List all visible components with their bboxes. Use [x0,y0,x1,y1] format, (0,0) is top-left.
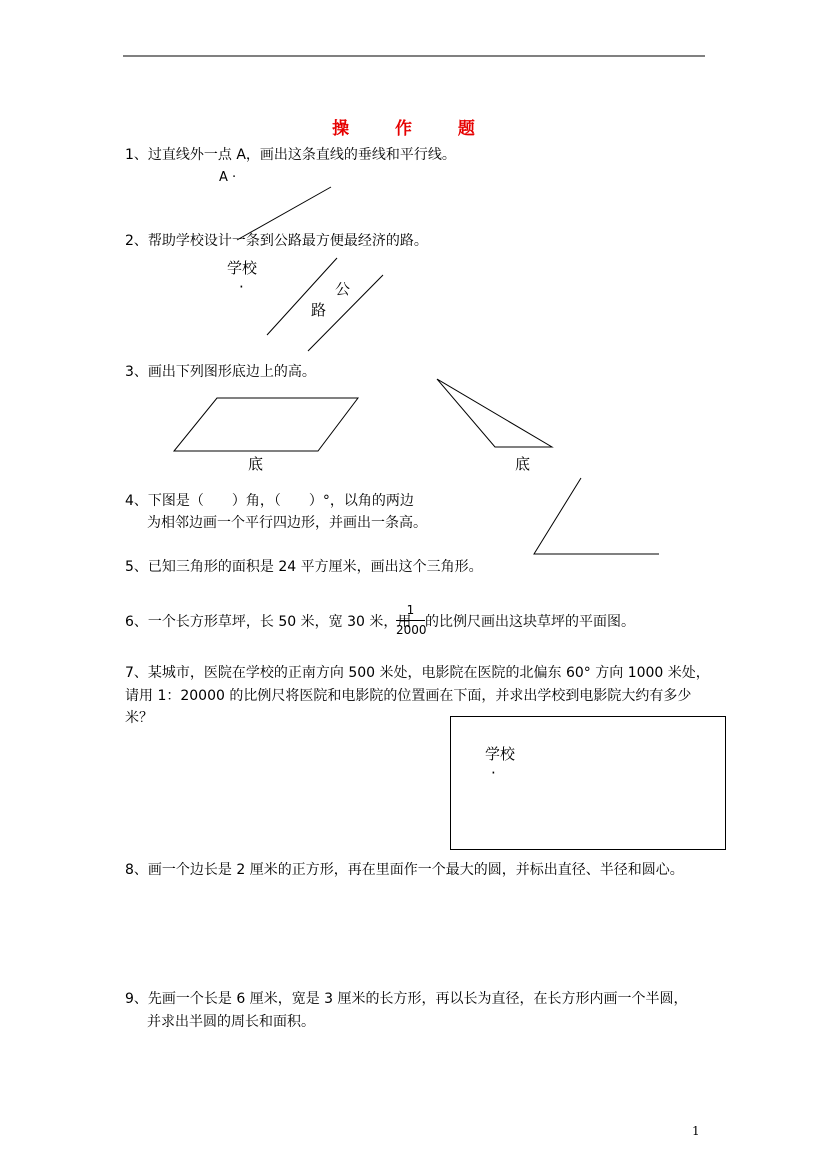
q3-triangle [437,379,552,447]
question-7-line-1: 7、某城市，医院在学校的正南方向 500 米处，电影院在医院的北偏东 60° 方向 1000 米处， [125,665,710,681]
q3-base-label-2: 底 [515,455,531,473]
q6-fraction-bar [396,620,425,621]
question-7-line-2: 请用 1：20000 的比例尺将医院和电影院的位置画在下面，并求出学校到电影院大约有多少 [125,688,692,704]
question-9-line-2: 并求出半圆的周长和面积。 [147,1014,315,1030]
question-9-line-1: 9、先画一个长是 6 厘米，宽是 3 厘米的长方形，再以长为直径，在长方形内画一个半圆， [125,991,688,1007]
page-title: 操 作 题 [332,119,495,139]
q2-road-line-left [267,258,337,335]
q3-parallelogram [174,398,358,451]
q3-base-label-1: 底 [248,455,264,473]
question-2: 2、帮助学校设计一条到公路最方便最经济的路。 [125,233,428,249]
question-5: 5、已知三角形的面积是 24 平方厘米，画出这个三角形。 [125,559,483,575]
q7-school-dot: · [491,764,496,782]
q6-fraction-numerator: 1 [406,603,415,617]
question-4-line-2: 为相邻边画一个平行四边形，并画出一条高。 [147,515,427,531]
question-4-line-1: 4、下图是（ ）角，（ ）°，以角的两边 [125,493,414,509]
q4-angle [534,478,659,554]
q7-school-label: 学校 [485,745,516,763]
page-number: 1 [692,1124,700,1138]
q2-road-label-1: 公 [335,280,351,298]
q2-school-dot: · [239,278,244,296]
q6-scale-fraction [396,603,425,637]
q2-road-label-2: 路 [311,301,327,319]
question-8: 8、画一个边长是 2 厘米的正方形，再在里面作一个最大的圆，并标出直径、半径和圆心。 [125,862,684,878]
question-6-after: 的比例尺画出这块草坪的平面图。 [425,614,635,630]
q1-point-a-label: A · [219,170,237,185]
q2-school-label: 学校 [227,259,258,277]
q7-map-box [450,716,726,850]
question-1: 1、过直线外一点 A，画出这条直线的垂线和平行线。 [125,147,456,163]
question-3: 3、画出下列图形底边上的高。 [125,364,316,380]
question-7-line-3: 米？ [125,710,153,726]
question-6-before: 6、一个长方形草坪，长 50 米，宽 30 米，用 [125,614,412,630]
q6-fraction-denominator: 2000 [396,623,427,637]
